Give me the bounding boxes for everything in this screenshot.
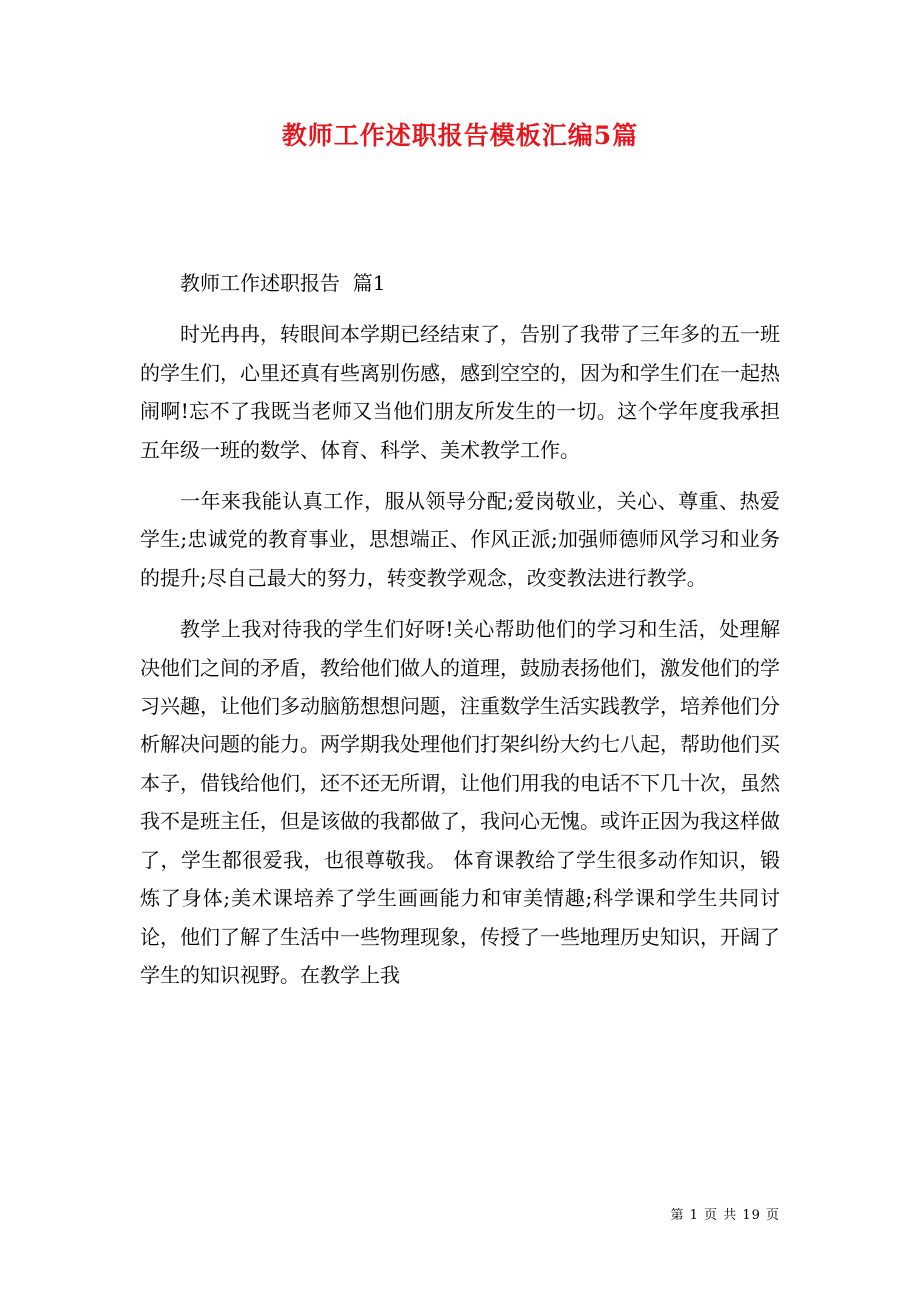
paragraph: 一年来我能认真工作，服从领导分配;爱岗敬业，关心、尊重、热爱学生;忠诚党的教育事业，思想端正、作风正派;加强师德师风学习和业务的提升;尽自己最大的努力，转变教学观念，改变教法进行教学。 xyxy=(140,489,780,590)
paragraph: 教学上我对待我的学生们好呀!关心帮助他们的学习和生活，处理解决他们之间的矛盾，教给他们做人的道理，鼓励表扬他们，激发他们的学习兴趣，让他们多动脑筋想想问题，注重数学生活实践教学，培养他们分析解决问题的能力。两学期我处理他们打架纠纷大约七八起，帮助他们买本子，借钱给他们，还不还无所谓，让他们用我的电话不下几十次，虽然我不是班主任，但是该做的我都做了，我问心无愧。或许正因为我这样做了，学生都很爱我，也很尊敬我。 体育课教给了学生很多动作知识，锻炼了身体;美术课培养了学生画画能力和审美情趣;科学课和学生共同讨论，他们了解了生活中一些物理现象，传授了一些地理历史知识，开阔了学生的知识视野。在教学上我 xyxy=(140,617,780,987)
document-title: 教师工作述职报告模板汇编5篇 xyxy=(281,121,639,150)
paragraph: 时光冉冉，转眼间本学期已经结束了，告别了我带了三年多的五一班的学生们，心里还真有些离别伤感，感到空空的，因为和学生们在一起热闹啊!忘不了我既当老师又当他们朋友所发生的一切。这个学年度我承担五年级一班的数学、体育、科学、美术教学工作。 xyxy=(140,322,780,462)
document-body xyxy=(140,264,780,994)
page-number-footer: 第 1 页 共 19 页 xyxy=(670,1208,780,1223)
section-heading: 教师工作述职报告 篇1 xyxy=(180,271,386,295)
